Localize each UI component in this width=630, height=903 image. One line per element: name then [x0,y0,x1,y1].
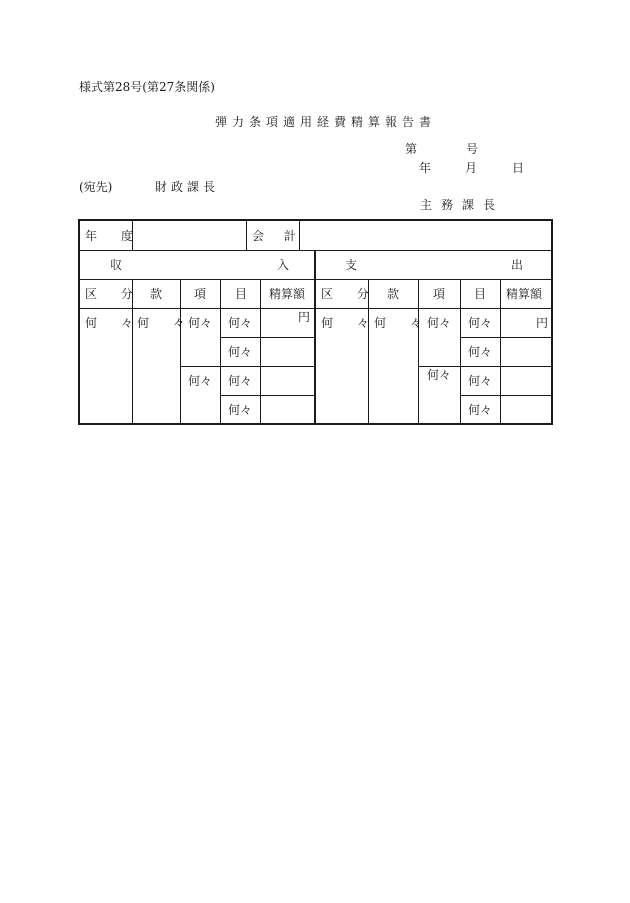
placeholder-kan: 何 々 [137,316,195,330]
header-kou: 項 [194,287,207,301]
sender: 主務課長 [420,198,505,212]
row-divider [220,337,315,338]
date-month: 月 [465,161,478,175]
header-kan: 款 [150,287,163,301]
date-year: 年 [419,161,432,175]
row-divider [418,366,551,367]
header-moku: 目 [235,287,248,301]
col-divider [260,279,261,423]
placeholder-kubun: 何 々 [85,316,143,330]
date-day: 日 [512,161,525,175]
placeholder-moku: 何々 [228,316,253,330]
placeholder-moku: 何々 [468,345,493,359]
placeholder-kubun: 何 々 [321,316,379,330]
number-prefix: 第 [405,142,418,156]
placeholder-kou: 何々 [188,374,213,388]
placeholder-moku: 何々 [468,374,493,388]
header-kubun: 区 分 [321,287,379,301]
header-amount: 精算額 [506,287,543,301]
addressee-label: (宛先) [79,180,113,194]
placeholder-moku: 何々 [228,374,253,388]
account-label: 会 計 [252,229,304,243]
placeholder-moku: 何々 [228,345,253,359]
placeholder-kou: 何々 [427,316,452,330]
placeholder-kou: 何々 [427,368,452,382]
year-label: 年 度 [85,229,143,243]
row-divider [460,337,551,338]
col-divider [500,279,501,423]
yen-unit: 円 [298,310,311,324]
header-kou: 項 [433,287,446,301]
placeholder-kan: 何 々 [374,316,432,330]
col-divider [246,221,247,250]
placeholder-moku: 何々 [228,403,253,417]
header-kan: 款 [387,287,400,301]
addressee: 財政課長 [155,180,220,194]
header-moku: 目 [474,287,487,301]
placeholder-kou: 何々 [188,316,213,330]
expense-right: 出 [511,258,524,272]
placeholder-moku: 何々 [468,403,493,417]
expense-left: 支 [345,258,358,272]
income-right: 入 [277,258,290,272]
center-divider [314,250,316,423]
document-title: 弾力条項適用経費精算報告書 [215,115,437,129]
header-amount: 精算額 [269,287,306,301]
form-number: 様式第28号(第27条関係) [79,80,215,94]
col-divider [180,279,181,423]
income-left: 収 [110,258,123,272]
yen-unit: 円 [536,316,549,330]
placeholder-moku: 何々 [468,316,493,330]
col-divider [418,279,419,423]
col-divider [460,279,461,423]
header-kubun: 区 分 [85,287,143,301]
col-divider [220,279,221,423]
settlement-table [78,219,553,425]
row-divider [460,395,551,396]
row-divider [180,366,315,367]
row-divider [220,395,315,396]
number-suffix: 号 [466,142,479,156]
